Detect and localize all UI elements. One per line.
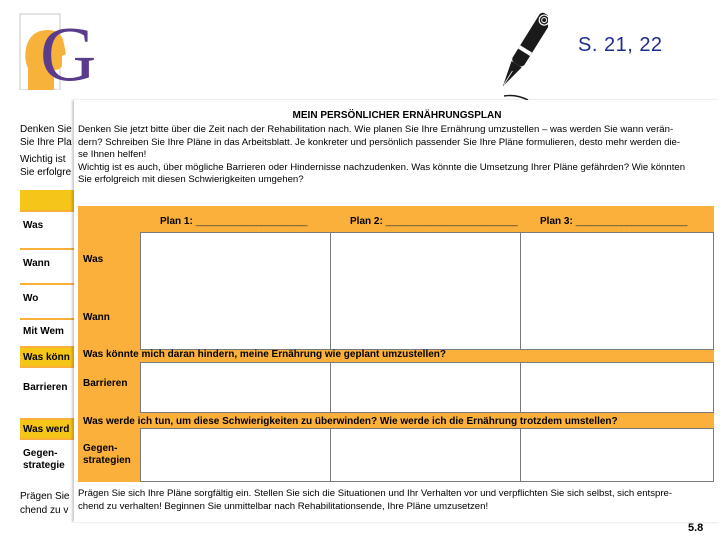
back-row-label: Wo [20,285,76,318]
intro-line: Sie erfolgreich mit diesen Schwierigkeiten umgehen? [78,174,304,186]
back-line: Sie Ihre Pla [20,137,72,148]
worksheet-intro [78,124,714,187]
back-row-label: Was [20,212,76,248]
row-label-part: Gegen- [83,443,118,454]
intro-line: dern? Schreiben Sie Ihre Pläne in das Arbeitsblatt. Je konkreter und persönlich passender Sie Ihre Pläne formulieren, desto mehr werden die- [78,136,681,148]
intro-line: Wichtig ist es auch, über mögliche Barrieren oder Hindernisse nachzudenken. Was könnte die Umsetzung Ihrer Pläne gefährden? Wie könnten [78,161,686,173]
back-row-label: Was werd [20,420,76,438]
strategy-question: Was werde ich tun, um diese Schwierigkeiten zu überwinden? Wie werde ich die Ernährung trotzdem umstellen? [83,416,618,427]
back-row-label: strategie [23,460,65,471]
strategy-2-cell[interactable] [330,428,521,482]
barrier-3-cell[interactable] [520,362,714,413]
worksheet-footer [78,488,714,513]
strategy-1-cell[interactable] [140,428,331,482]
back-row-label: Was könn [20,348,76,366]
barrier-1-cell[interactable] [140,362,331,413]
back-line: Sie erfolgre [20,167,72,178]
row-label-barrieren: Barrieren [83,378,128,389]
row-label-wann: Wann [83,312,110,323]
back-table [20,190,76,480]
plan-line: __________________________ [385,216,518,227]
back-row-label: Gegen- [23,448,58,459]
plan-label: Plan 3: [540,216,573,227]
worksheet-title: MEIN PERSÖNLICHER ERNÄHRUNGSPLAN [292,110,502,121]
plan-line: ______________________ [575,216,687,227]
plan-1-cell[interactable] [140,232,331,350]
back-footer [20,490,69,518]
back-row-label: Mit Wem [20,320,76,346]
front-worksheet [74,100,720,522]
plan-label: Plan 2: [350,216,383,227]
back-row-gegen [20,440,76,480]
back-footer-line: chend zu v [20,505,69,516]
barrier-question: Was könnte mich daran hindern, meine Ernährung wie geplant umzustellen? [83,349,447,360]
footer-line: chend zu verhalten! Beginnen Sie unmittelbar nach Rehabilitationsende, Ihre Pläne umzusetzen! [78,500,489,512]
footer-line: Prägen Sie sich Ihre Pläne sorgfältig ein. Stellen Sie sich die Situationen und Ihr Verhalten vor und verpflichten Sie sich selbst, sich entspre- [78,488,673,499]
back-worksheet [16,122,76,522]
plan-1-header [160,216,307,227]
intro-line: Denken Sie jetzt bitte über die Zeit nach der Rehabilitation nach. Wie planen Sie Ihre Ernährung umzustellen – was werden Sie wann verän- [78,124,674,135]
plan-label: Plan 1: [160,216,193,227]
barrier-2-cell[interactable] [330,362,521,413]
page-reference: S. 21, 22 [578,34,663,56]
row-label-was: Was [83,254,104,265]
strategy-3-cell[interactable] [520,428,714,482]
back-row-label: Barrieren [20,368,76,418]
row-label-part: strategien [83,455,131,466]
plan-2-cell[interactable] [330,232,521,350]
logo [18,8,98,90]
back-line: Denken Sie [20,124,72,135]
back-row-label: Wann [20,250,76,283]
logo-letter: G [40,10,97,90]
plan-3-cell[interactable] [520,232,714,350]
plan-line: ______________________ [195,216,307,227]
plan-2-header [350,216,517,227]
row-label-gegenstrategien [83,443,131,467]
back-footer-line: Prägen Sie [20,491,70,502]
plan-table [78,206,714,482]
page-number: 5.8 [688,522,704,534]
plan-3-header [540,216,687,227]
back-line: Wichtig ist [20,154,66,165]
intro-line: se Ihnen helfen! [78,149,147,161]
fountain-pen-icon [498,4,548,102]
